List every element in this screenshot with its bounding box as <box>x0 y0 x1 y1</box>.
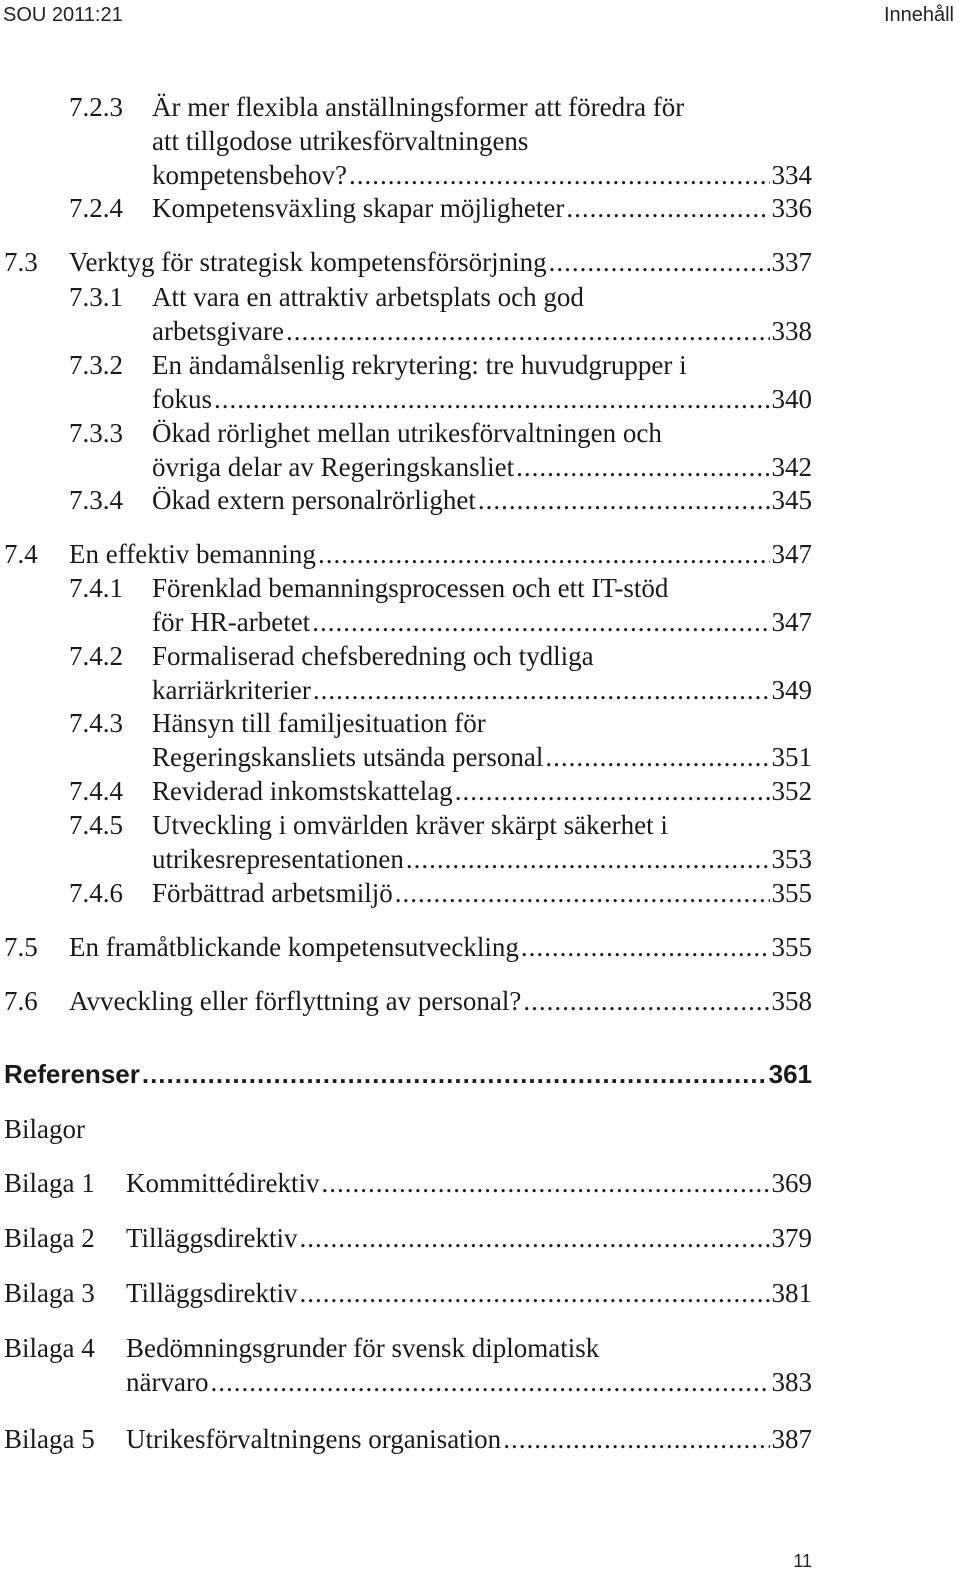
appendix-entry-leader <box>126 1365 812 1399</box>
toc-entry-leader <box>152 842 812 876</box>
dot-leader <box>523 984 769 1018</box>
toc-entry-number: 7.3.3 <box>69 418 123 448</box>
appendix-entry-number: Bilaga 4 <box>4 1333 95 1363</box>
toc-entry-title: utrikesrepresentationen <box>152 844 404 874</box>
toc-entry-title-line: Är mer flexibla anställningsformer att föredra för <box>152 92 685 122</box>
appendix-entry-title: Utrikesförvaltningens organisation <box>126 1424 502 1454</box>
toc-entry-leader <box>69 245 812 279</box>
toc-entry-leader <box>69 537 812 571</box>
dot-leader <box>549 245 770 279</box>
toc-entry-page: 340 <box>771 384 812 414</box>
toc-entry-number: 7.4.6 <box>69 878 123 908</box>
toc-entry-title-line: Ökad rörlighet mellan utrikesförvaltningen och <box>152 418 662 448</box>
toc-entry-title: arbetsgivare <box>152 316 284 346</box>
toc-entry-page: 351 <box>771 742 812 772</box>
toc-entry-title: Regeringskansliets utsända personal <box>152 742 544 772</box>
toc-entry-number: 7.2.4 <box>69 193 123 223</box>
toc-entry-leader <box>152 450 812 484</box>
toc-entry-page: 347 <box>771 607 812 637</box>
dot-leader <box>300 1221 770 1255</box>
toc-entry-title: Reviderad inkomstskattelag <box>152 776 453 806</box>
toc-entry-page: 352 <box>771 776 812 806</box>
toc-entry-title-line: Förenklad bemanningsprocessen och ett IT-stöd <box>152 573 669 603</box>
toc-entry-leader <box>152 740 812 774</box>
toc-entry-leader <box>69 930 812 964</box>
toc-entry-title-line: En ändamålsenlig rekrytering: tre huvudgrupper i <box>152 350 687 380</box>
toc-entry-number: 7.3 <box>4 247 38 277</box>
running-header-right: Innehåll <box>883 4 954 26</box>
dot-leader <box>312 605 769 639</box>
toc-entry-number: 7.4.1 <box>69 573 123 603</box>
appendix-entry-page: 369 <box>771 1168 812 1198</box>
appendix-entry-leader <box>126 1221 812 1255</box>
appendix-entry-number: Bilaga 3 <box>4 1278 95 1308</box>
dot-leader <box>313 673 770 707</box>
dot-leader <box>142 1057 767 1091</box>
toc-entry-page: 358 <box>771 986 812 1016</box>
toc-entry-title: Kompetensväxling skapar möjligheter <box>152 193 565 223</box>
toc-entry-number: 7.4.2 <box>69 641 123 671</box>
appendix-entry-number: Bilaga 1 <box>4 1168 95 1198</box>
toc-entry-title: Verktyg för strategisk kompetensförsörjning <box>69 247 547 277</box>
toc-entry-number: 7.2.3 <box>69 92 123 122</box>
toc-entry-title: för HR-arbetet <box>152 607 311 637</box>
dot-leader <box>521 930 770 964</box>
toc-entry-number: 7.5 <box>4 932 38 962</box>
toc-entry-leader <box>152 483 812 517</box>
toc-entry-title: kompetensbehov? <box>152 160 347 190</box>
appendix-entry-leader <box>126 1422 812 1456</box>
dot-leader <box>349 158 770 192</box>
toc-entry-number: 7.4 <box>4 539 38 569</box>
dot-leader <box>478 483 770 517</box>
toc-entry-number: 7.6 <box>4 986 38 1016</box>
dot-leader <box>300 1276 770 1310</box>
toc-entry-number: 7.4.5 <box>69 810 123 840</box>
toc-entry-leader <box>152 673 812 707</box>
toc-entry-leader <box>69 984 812 1018</box>
appendices-heading: Bilagor <box>4 1114 85 1144</box>
toc-entry-title: En effektiv bemanning <box>69 539 316 569</box>
toc-entry-page: 345 <box>771 485 812 515</box>
dot-leader <box>516 450 769 484</box>
dot-leader <box>321 1166 769 1200</box>
toc-entry-leader <box>152 382 812 416</box>
toc-entry-number: 7.3.4 <box>69 485 123 515</box>
appendix-entry-number: Bilaga 2 <box>4 1223 95 1253</box>
appendix-entry-title: Kommittédirektiv <box>126 1168 320 1198</box>
toc-entry-title: Ökad extern personalrörlighet <box>152 485 476 515</box>
toc-entry-number: 7.4.4 <box>69 776 123 806</box>
appendix-entry-leader <box>126 1166 812 1200</box>
toc-entry-page: 355 <box>771 932 812 962</box>
toc-entry-page: 336 <box>771 193 812 223</box>
toc-entry-title: fokus <box>152 384 212 414</box>
toc-entry-page: 353 <box>771 844 812 874</box>
toc-entry-leader <box>152 605 812 639</box>
dot-leader <box>395 876 770 910</box>
toc-entry-title-line: Att vara en attraktiv arbetsplats och god <box>152 282 584 312</box>
dot-leader <box>545 740 769 774</box>
toc-entry-page: 334 <box>771 160 812 190</box>
dot-leader <box>286 314 770 348</box>
dot-leader <box>503 1422 769 1456</box>
appendix-entry-leader <box>126 1276 812 1310</box>
appendix-entry-page: 387 <box>771 1424 812 1454</box>
appendix-entry-page: 379 <box>771 1223 812 1253</box>
toc-entry-title: övriga delar av Regeringskansliet <box>152 452 515 482</box>
page-number: 11 <box>793 1551 812 1571</box>
appendix-entry-title: närvaro <box>126 1367 209 1397</box>
dot-leader <box>214 382 770 416</box>
toc-entry-leader <box>152 876 812 910</box>
references-label: Referenser <box>4 1059 140 1089</box>
appendix-entry-title: Tilläggsdirektiv <box>126 1278 298 1308</box>
dot-leader <box>566 191 769 225</box>
toc-entry-title-line: Hänsyn till familjesituation för <box>152 708 486 738</box>
dot-leader <box>406 842 770 876</box>
toc-entry-title: Förbättrad arbetsmiljö <box>152 878 393 908</box>
toc-entry-leader <box>152 314 812 348</box>
toc-entry-leader <box>152 774 812 808</box>
toc-entry-number: 7.4.3 <box>69 708 123 738</box>
toc-entry-number: 7.3.2 <box>69 350 123 380</box>
toc-entry-page: 349 <box>771 675 812 705</box>
toc-entry-title: karriärkriterier <box>152 675 311 705</box>
appendix-entry-page: 381 <box>771 1278 812 1308</box>
dot-leader <box>455 774 770 808</box>
toc-entry-title: En framåtblickande kompetensutveckling <box>69 932 519 962</box>
appendix-entry-title-line: Bedömningsgrunder för svensk diplomatisk <box>126 1333 600 1363</box>
appendix-entry-number: Bilaga 5 <box>4 1424 95 1454</box>
toc-entry-page: 337 <box>771 247 812 277</box>
dot-leader <box>318 537 770 571</box>
toc-entry-leader <box>152 191 812 225</box>
toc-entry-leader <box>152 158 812 192</box>
appendix-entry-title: Tilläggsdirektiv <box>126 1223 298 1253</box>
toc-entry-title-line: att tillgodose utrikesförvaltningens <box>152 126 529 156</box>
dot-leader <box>210 1365 769 1399</box>
toc-entry-page: 342 <box>771 452 812 482</box>
toc-entry-page: 338 <box>771 316 812 346</box>
toc-entry-page: 347 <box>771 539 812 569</box>
appendix-entry-page: 383 <box>771 1367 812 1397</box>
toc-entry-title-line: Formaliserad chefsberedning och tydliga <box>152 641 594 671</box>
references-entry[interactable] <box>4 1057 812 1091</box>
toc-entry-title-line: Utveckling i omvärlden kräver skärpt säkerhet i <box>152 810 668 840</box>
toc-entry-page: 355 <box>771 878 812 908</box>
references-page: 361 <box>768 1059 812 1089</box>
toc-entry-number: 7.3.1 <box>69 282 123 312</box>
running-header-left: SOU 2011:21 <box>3 4 123 26</box>
toc-entry-title: Avveckling eller förflyttning av personal? <box>69 986 522 1016</box>
